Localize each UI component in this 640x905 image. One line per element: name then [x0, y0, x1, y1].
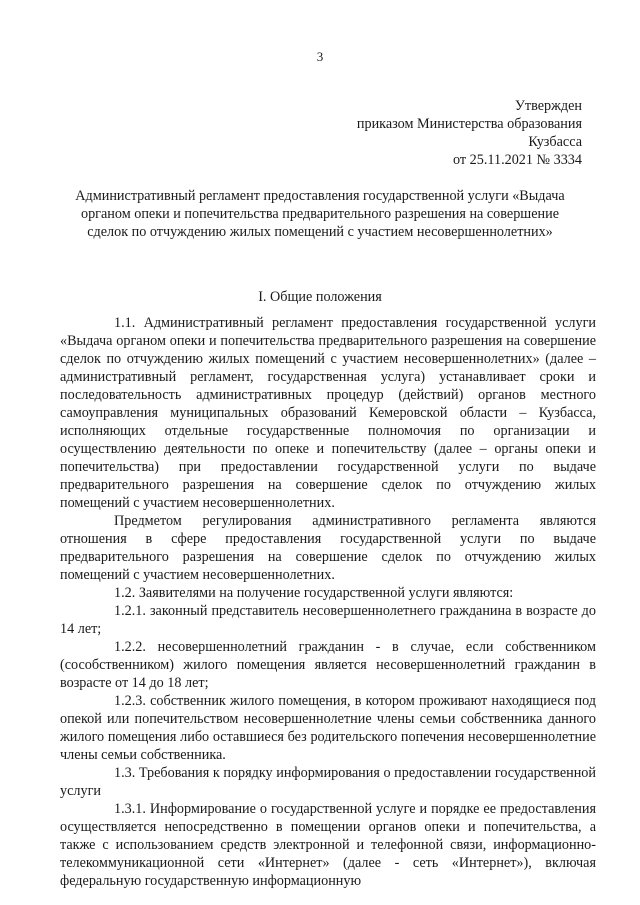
approval-line: приказом Министерства образования — [356, 116, 582, 132]
page-number: 3 — [316, 49, 324, 64]
paragraph: 1.3. Требования к порядку информирования о предоставлении государственной услуги — [60, 765, 596, 799]
paragraph: 1.1. Административный регламент предоставления государственной услуги «Выдача органом опеки и попечительства предварительного разрешения на совершение сделок по отчуждению жилых помещений с участием несовершеннолетних» (далее – административный регламент, государственная услуга) устанавливает сроки и последовательность административных процедур (действий) органов местного самоуправления муниципальных образований Кемеровской области – Кузбасса, исполняющих отдельные государственные полномочия по организации и осуществлению деятельности по опеке и попечительству (далее – органы опеки и попечительства) при предоставлении государственной услуги по выдаче предварительного разрешения на совершение сделок по отчуждению жилых помещений с участием несовершеннолетних. — [60, 315, 596, 511]
paragraph: Предметом регулирования административного регламента являются отношения в сфере предоставления государственной услуги по выдаче предварительного разрешения на совершение сделок по отчуждению жилых помещений с участием несовершеннолетних. — [60, 513, 596, 583]
approval-line: Кузбасса — [528, 134, 582, 150]
document-title: Административный регламент предоставления государственной услуги «Выдача органом опеки и попечительства предварительного разрешения на совершение сделок по отчуждению жилых помещений с участием несовершеннолетних» — [75, 188, 565, 240]
paragraph: 1.2. Заявителями на получение государственной услуги являются: — [114, 585, 514, 601]
document-body — [60, 314, 596, 890]
paragraph: 1.2.1. законный представитель несовершеннолетнего гражданина в возрасте до 14 лет; — [60, 603, 596, 637]
paragraph: 1.3.1. Информирование о государственной услуге и порядке ее предоставления осуществляется непосредственно в помещении органов опеки и попечительства, а также с использованием средств электронной и телефонной связи, информационно-телекоммуникационной сети «Интернет» (далее - сеть «Интернет»), включая федеральную государственную информационную — [60, 801, 596, 889]
paragraph: 1.2.2. несовершеннолетний гражданин - в случае, если собственником (сособственником) жилого помещения является несовершеннолетний гражданин в возрасте от 14 до 18 лет; — [60, 639, 596, 691]
paragraph: 1.2.3. собственник жилого помещения, в котором проживают находящиеся под опекой или попечительством несовершеннолетние члены семьи собственника данного жилого помещения либо оставшиеся без родительского попечения несовершеннолетние члены семьи собственника. — [60, 693, 596, 763]
section-heading: I. Общие положения — [258, 289, 382, 305]
approval-line: Утвержден — [514, 98, 582, 114]
approval-line: от 25.11.2021 № 3334 — [453, 152, 582, 168]
approval-stamp — [320, 97, 582, 169]
